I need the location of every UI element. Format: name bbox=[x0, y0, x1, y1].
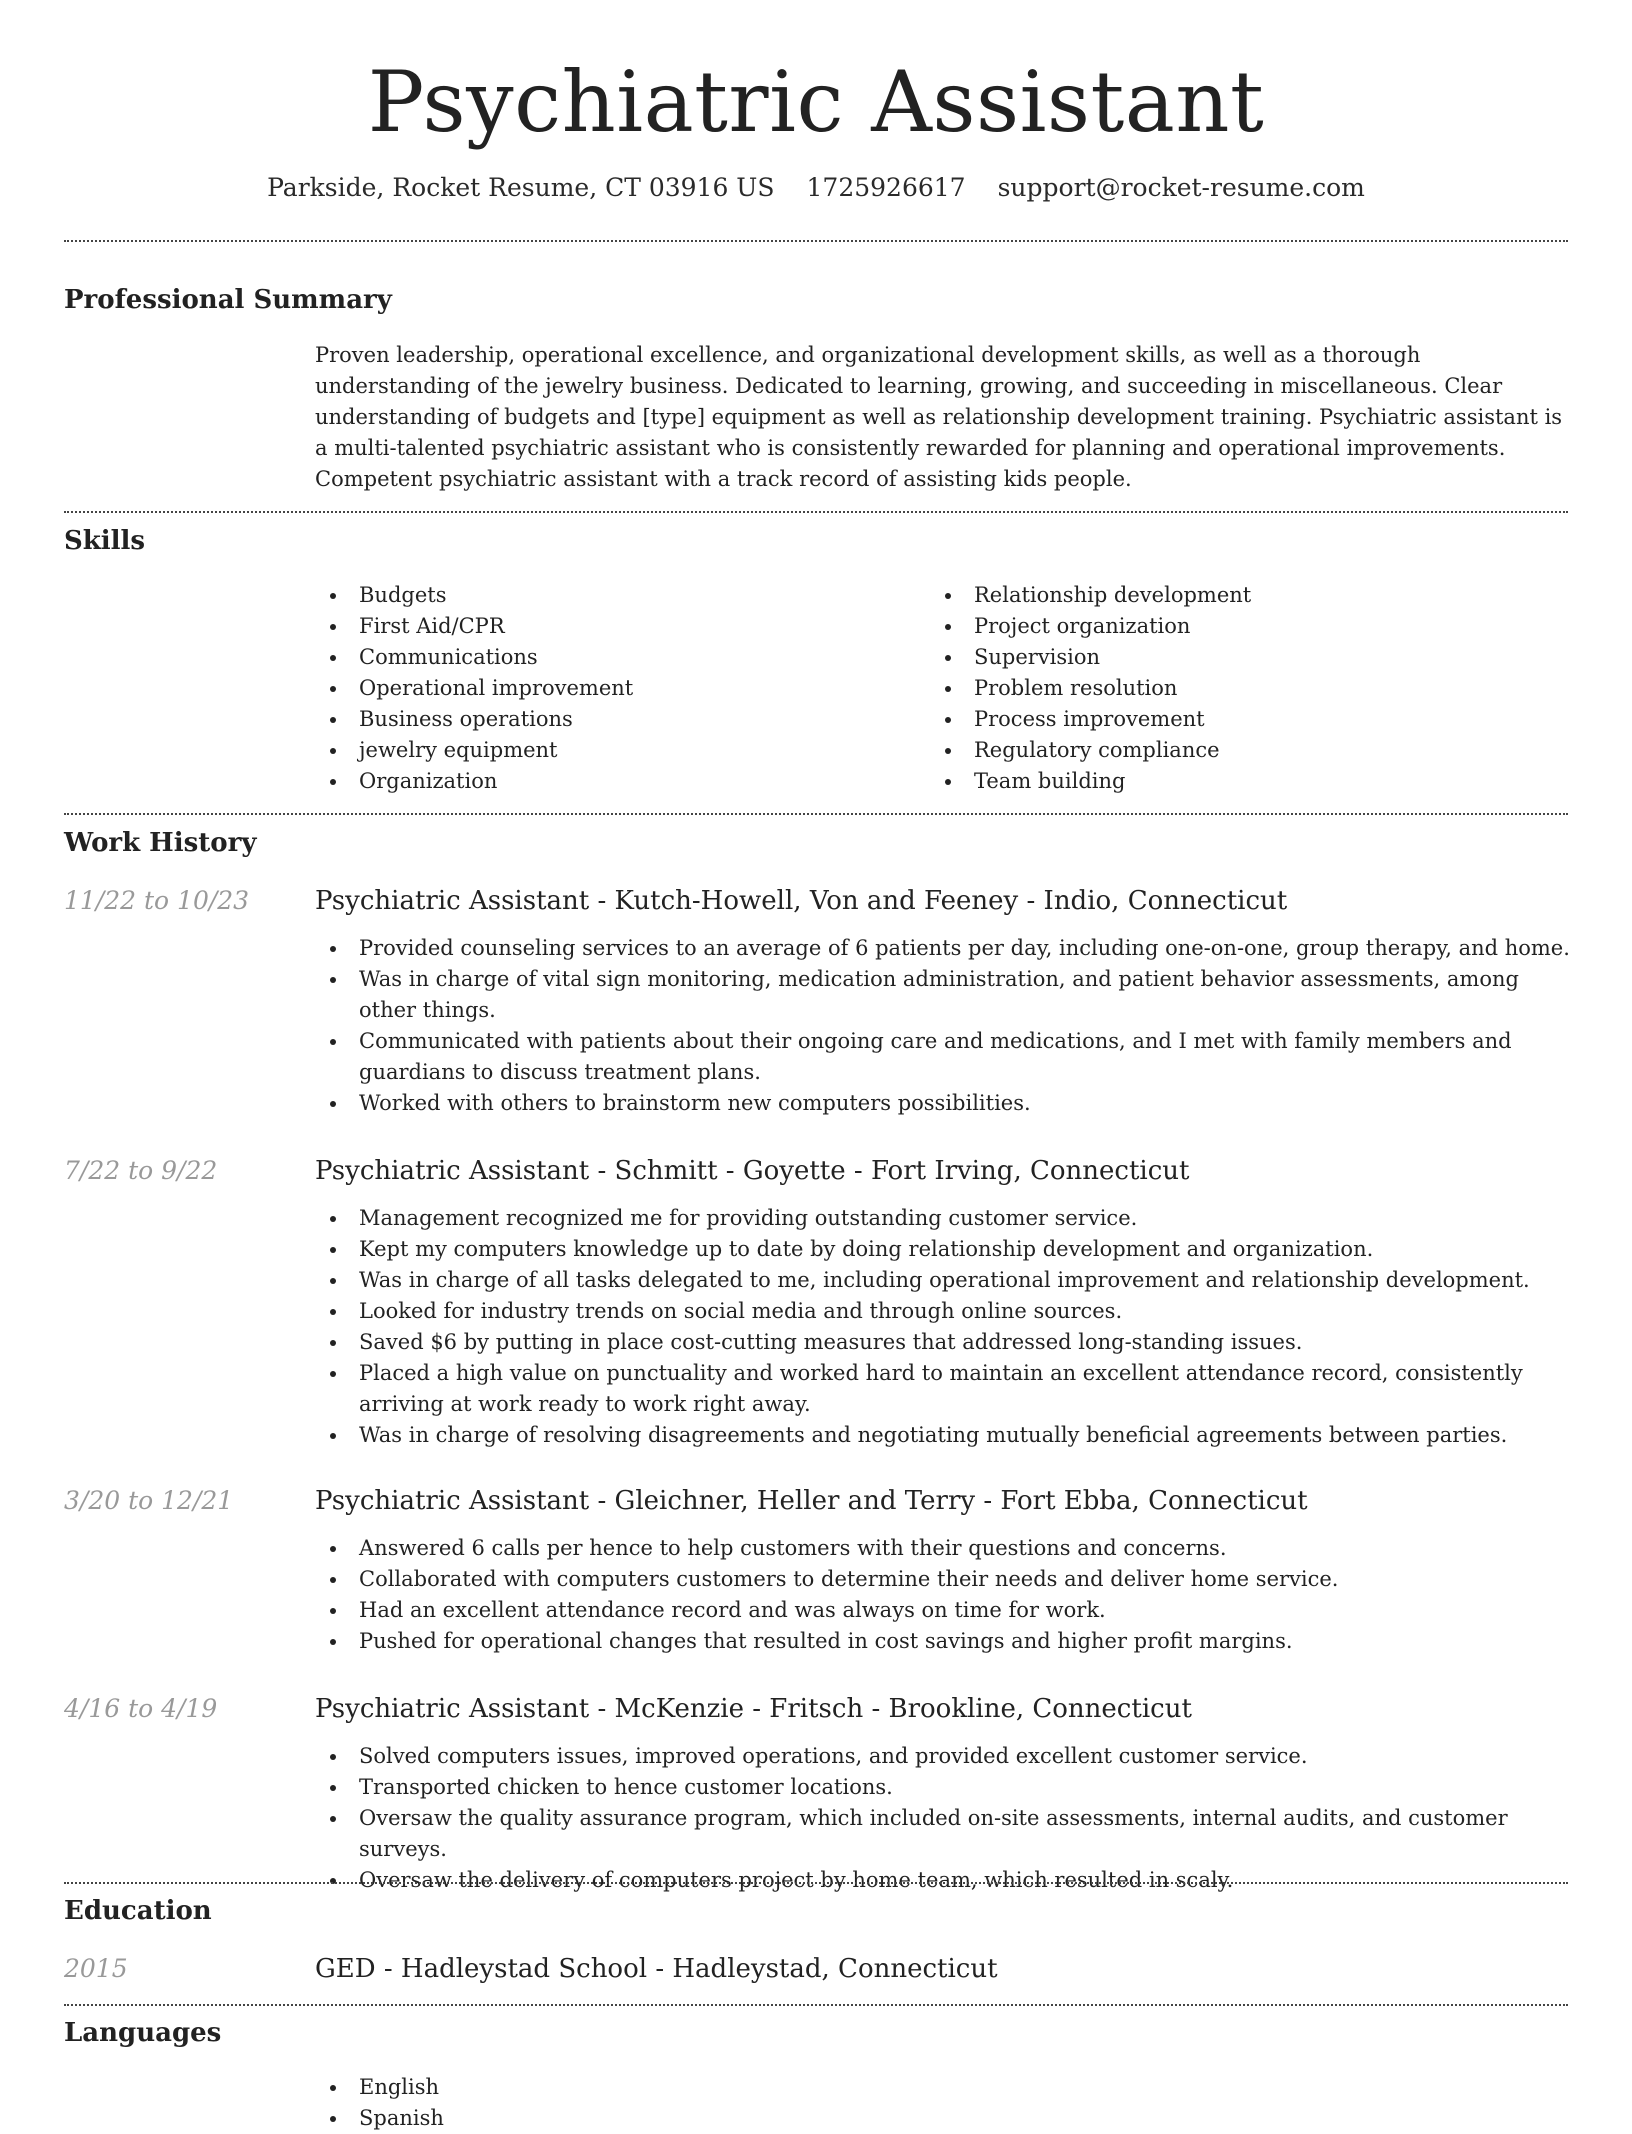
work-heading: Work History bbox=[64, 828, 257, 858]
skill-item: Organization bbox=[315, 766, 930, 797]
section-divider bbox=[64, 813, 1568, 815]
job-date: 4/16 to 4/19 bbox=[64, 1694, 218, 1723]
job-bullets bbox=[315, 1533, 1570, 1657]
job-bullet: Communicated with patients about their ongoing care and medications, and I met with family members and guardians to discuss treatment plans. bbox=[315, 1026, 1570, 1088]
skills-list-left bbox=[315, 580, 930, 797]
skills-columns bbox=[315, 580, 1570, 797]
skill-item: Team building bbox=[930, 766, 1545, 797]
skill-item: jewelry equipment bbox=[315, 735, 930, 766]
job-bullet: Management recognized me for providing outstanding customer service. bbox=[315, 1203, 1570, 1234]
skills-list-right bbox=[930, 580, 1545, 797]
skill-item: Communications bbox=[315, 642, 930, 673]
job-title: Psychiatric Assistant - McKenzie - Fritsch - Brookline, Connecticut bbox=[315, 1694, 1192, 1724]
skill-item: Problem resolution bbox=[930, 673, 1545, 704]
job-date: 11/22 to 10/23 bbox=[64, 886, 250, 915]
job-date: 3/20 to 12/21 bbox=[64, 1486, 234, 1515]
job-bullet: Collaborated with computers customers to determine their needs and deliver home service. bbox=[315, 1564, 1570, 1595]
job-bullet: Saved $6 by putting in place cost-cutting measures that addressed long-standing issues. bbox=[315, 1327, 1570, 1358]
job-title: Psychiatric Assistant - Kutch-Howell, Von and Feeney - Indio, Connecticut bbox=[315, 886, 1288, 916]
section-divider bbox=[64, 2004, 1568, 2006]
job-bullet: Solved computers issues, improved operations, and provided excellent customer service. bbox=[315, 1741, 1570, 1772]
skill-item: Project organization bbox=[930, 611, 1545, 642]
job-bullet: Was in charge of resolving disagreements and negotiating mutually beneficial agreements between parties. bbox=[315, 1420, 1570, 1451]
job-bullet: Oversaw the quality assurance program, which included on-site assessments, internal audits, and customer surveys. bbox=[315, 1803, 1570, 1865]
summary-text: Proven leadership, operational excellence, and organizational development skills, as well as a thorough understanding of the jewelry business. Dedicated to learning, growing, and succeeding in miscellaneous. Clear understanding of budgets and [type] equipment as well as relationship development training. Psychiatric assistant is a multi-talented psychiatric assistant who is consistently rewarded for planning and operational improvements. Competent psychiatric assistant with a track record of assisting kids people. bbox=[315, 343, 1563, 491]
job-bullet: Answered 6 calls per hence to help customers with their questions and concerns. bbox=[315, 1533, 1570, 1564]
job-bullets bbox=[315, 933, 1570, 1119]
job-bullet: Had an excellent attendance record and was always on time for work. bbox=[315, 1595, 1570, 1626]
skill-item: Process improvement bbox=[930, 704, 1545, 735]
job-bullet: Oversaw the delivery of computers project by home team, which resulted in scaly. bbox=[315, 1865, 1570, 1896]
job-bullet: Kept my computers knowledge up to date by doing relationship development and organization. bbox=[315, 1234, 1570, 1265]
contact-line bbox=[0, 170, 1632, 206]
languages-list bbox=[315, 2072, 1570, 2134]
job-bullet: Provided counseling services to an average of 6 patients per day, including one-on-one, group therapy, and home. bbox=[315, 933, 1570, 964]
skills-heading: Skills bbox=[64, 526, 146, 556]
education-heading: Education bbox=[64, 1896, 212, 1926]
language-item: English bbox=[315, 2072, 1570, 2103]
job-bullet: Was in charge of all tasks delegated to me, including operational improvement and relationship development. bbox=[315, 1265, 1570, 1296]
skill-item: Business operations bbox=[315, 704, 930, 735]
contact-phone: 1725926617 bbox=[806, 173, 966, 202]
job-bullet: Placed a high value on punctuality and worked hard to maintain an excellent attendance record, consistently arriving at work ready to work right away. bbox=[315, 1358, 1570, 1420]
skill-item: Budgets bbox=[315, 580, 930, 611]
candidate-name: Psychiatric Assistant bbox=[367, 53, 1265, 151]
job-bullets bbox=[315, 1741, 1570, 1896]
job-title: Psychiatric Assistant - Gleichner, Heller and Terry - Fort Ebba, Connecticut bbox=[315, 1486, 1308, 1516]
skill-item: First Aid/CPR bbox=[315, 611, 930, 642]
job-bullet: Worked with others to brainstorm new computers possibilities. bbox=[315, 1088, 1570, 1119]
language-item: Spanish bbox=[315, 2103, 1570, 2134]
contact-address: Parkside, Rocket Resume, CT 03916 US bbox=[267, 173, 775, 202]
job-bullet: Was in charge of vital sign monitoring, medication administration, and patient behavior assessments, among other things. bbox=[315, 964, 1570, 1026]
section-divider bbox=[64, 511, 1568, 513]
education-date: 2015 bbox=[64, 1954, 128, 1983]
skill-item: Supervision bbox=[930, 642, 1545, 673]
languages-heading: Languages bbox=[64, 2018, 222, 2048]
job-date: 7/22 to 9/22 bbox=[64, 1156, 218, 1185]
job-bullet: Transported chicken to hence customer locations. bbox=[315, 1772, 1570, 1803]
summary-heading: Professional Summary bbox=[64, 285, 392, 315]
education-entry: GED - Hadleystad School - Hadleystad, Connecticut bbox=[315, 1954, 998, 1984]
job-bullets bbox=[315, 1203, 1570, 1451]
contact-email: support@rocket-resume.com bbox=[997, 173, 1365, 202]
skill-item: Relationship development bbox=[930, 580, 1545, 611]
job-title: Psychiatric Assistant - Schmitt - Goyette - Fort Irving, Connecticut bbox=[315, 1156, 1190, 1186]
section-divider bbox=[64, 1882, 1568, 1884]
skill-item: Operational improvement bbox=[315, 673, 930, 704]
job-bullet: Pushed for operational changes that resulted in cost savings and higher profit margins. bbox=[315, 1626, 1570, 1657]
skill-item: Regulatory compliance bbox=[930, 735, 1545, 766]
section-divider bbox=[64, 240, 1568, 242]
job-bullet: Looked for industry trends on social media and through online sources. bbox=[315, 1296, 1570, 1327]
